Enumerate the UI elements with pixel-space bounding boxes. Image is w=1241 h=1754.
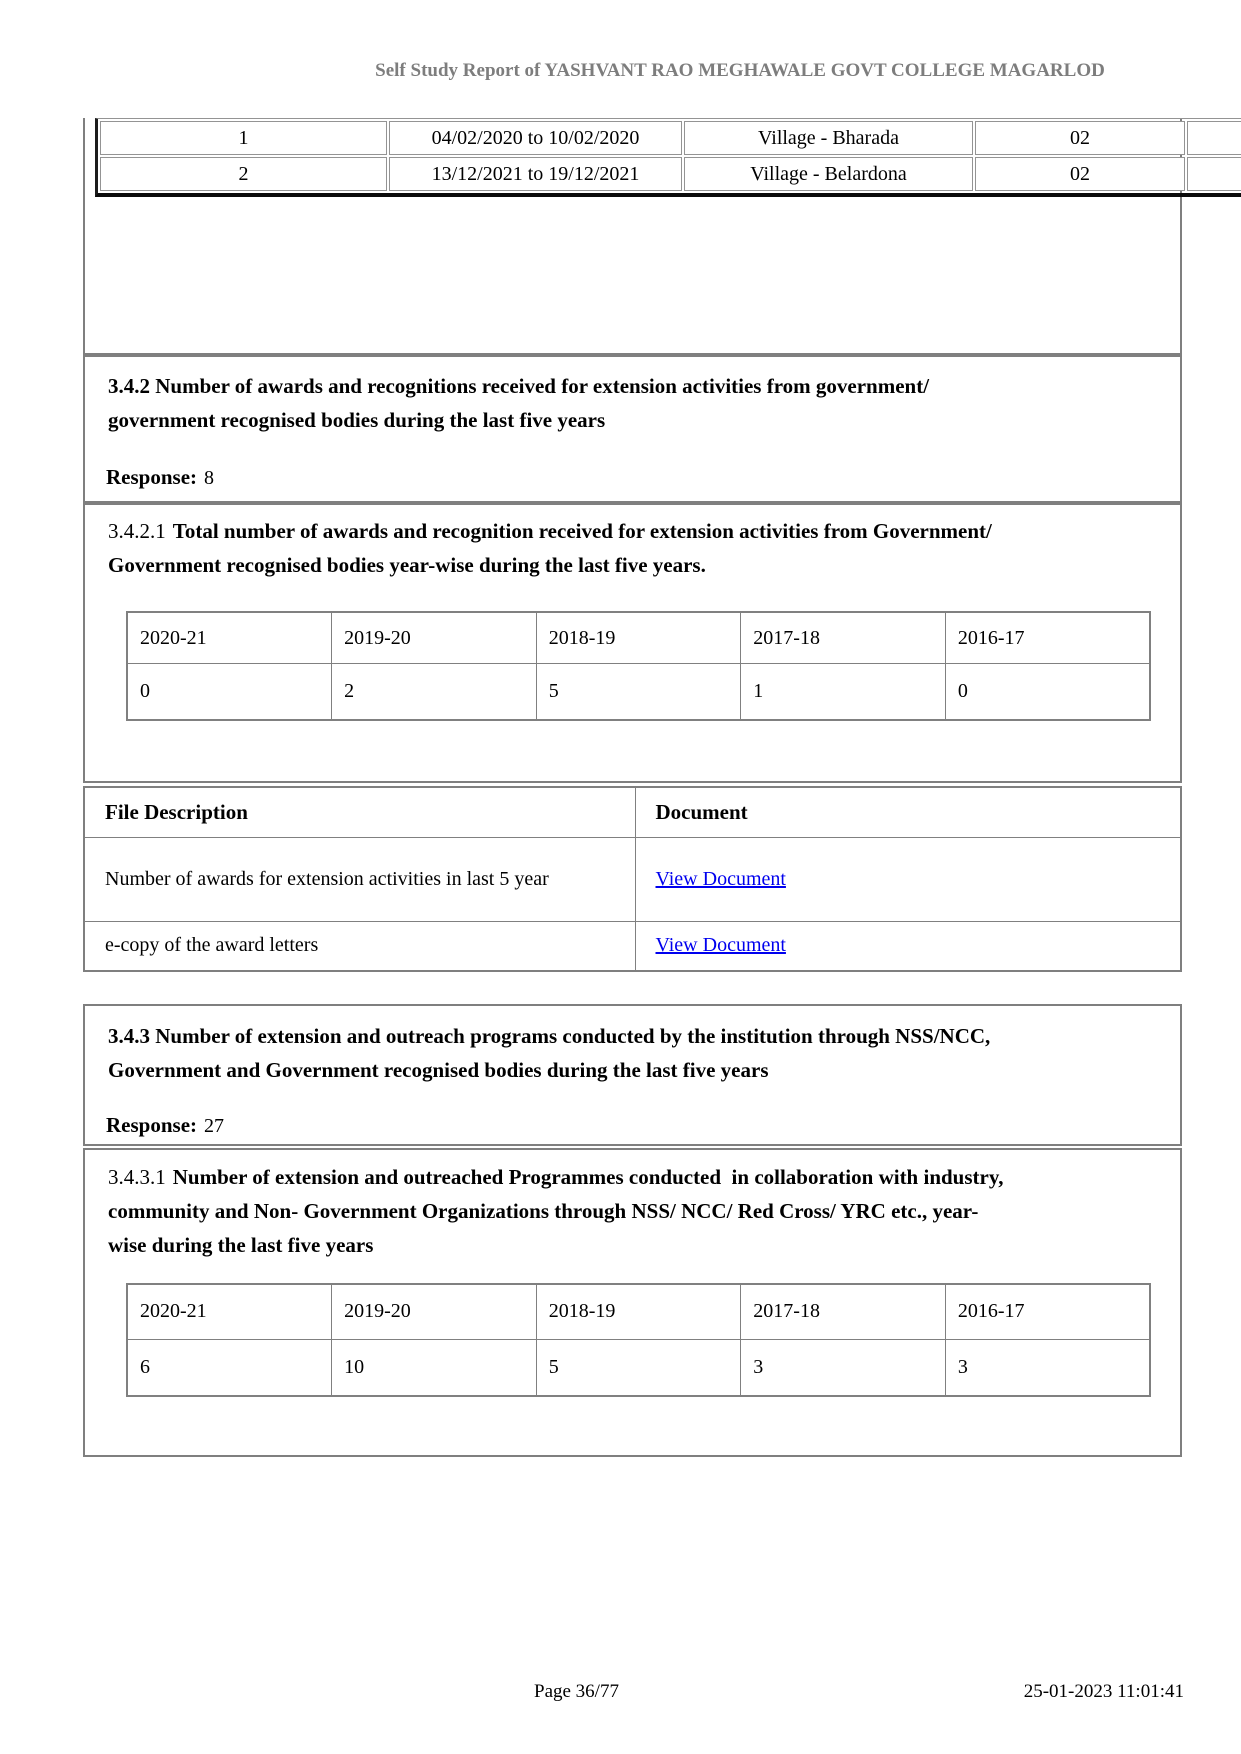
year-value: 6	[127, 1339, 332, 1396]
year-value: 1	[741, 664, 946, 721]
section-3-4-2-heading-line1: 3.4.2 Number of awards and recognitions received for extension activities from government/	[108, 374, 930, 398]
section-3-4-2-heading-line2: government recognised bodies during the last five years	[108, 408, 606, 432]
awards-yearwise-table	[126, 611, 1151, 721]
response-label: Response:	[106, 465, 198, 489]
year-header: 2016-17	[945, 1284, 1150, 1339]
year-value: 2	[332, 664, 537, 721]
footer-timestamp: 25-01-2023 11:01:41	[1023, 1681, 1184, 1702]
section-3-4-3-1-text-line1: 3.4.3.1 Number of extension and outreached Programmes conducted in collaboration with industry,	[108, 1165, 1004, 1189]
section-number: 3.4.3.1	[108, 1165, 166, 1189]
table-row	[84, 787, 1181, 837]
table-row	[127, 612, 1150, 664]
file-description-header: File Description	[84, 787, 635, 837]
table-row	[100, 121, 1241, 155]
outreach-yearwise-table	[126, 1283, 1151, 1397]
cell-clipped	[1187, 157, 1241, 191]
year-value: 0	[945, 664, 1150, 721]
year-header: 2017-18	[741, 1284, 946, 1339]
response-value: 8	[204, 467, 215, 489]
year-header: 2019-20	[332, 612, 537, 664]
year-value: 5	[536, 664, 741, 721]
response-line	[106, 1113, 1160, 1138]
cell-location: Village - Bharada	[684, 121, 973, 155]
table-row	[127, 664, 1150, 721]
file-description-table	[83, 786, 1182, 972]
section-3-4-2-1-text-line1: 3.4.2.1 Total number of awards and recognition received for extension activities from Government/	[108, 519, 992, 543]
section-3-4-3-box	[83, 1004, 1182, 1146]
table-row	[100, 157, 1241, 191]
year-value: 3	[945, 1339, 1150, 1396]
table-row	[84, 921, 1181, 971]
year-value: 10	[332, 1339, 537, 1396]
year-header: 2019-20	[332, 1284, 537, 1339]
file-description-cell: Number of awards for extension activities in last 5 year	[84, 837, 635, 921]
section-3-4-2-box	[83, 355, 1182, 503]
footer-page-number: Page 36/77	[534, 1681, 619, 1702]
document-cell	[635, 837, 1181, 921]
response-line	[106, 465, 1160, 490]
village-activity-table	[95, 118, 1241, 197]
section-3-4-3-1-box	[83, 1148, 1182, 1457]
year-header: 2017-18	[741, 612, 946, 664]
response-value: 27	[204, 1115, 225, 1137]
cell-count: 02	[975, 157, 1185, 191]
section-3-4-2-1-box	[83, 503, 1182, 783]
cell-serial: 1	[100, 121, 387, 155]
year-header: 2018-19	[536, 1284, 741, 1339]
table-row	[84, 837, 1181, 921]
section-3-4-2-1-text-line2: Government recognised bodies year-wise during the last five years.	[108, 553, 706, 577]
response-label: Response:	[106, 1113, 198, 1137]
document-cell	[635, 921, 1181, 971]
year-header: 2018-19	[536, 612, 741, 664]
cell-serial: 2	[100, 157, 387, 191]
section-3-4-3-1-text-line2: community and Non- Government Organizations through NSS/ NCC/ Red Cross/ YRC etc., year-	[108, 1199, 979, 1223]
cell-location: Village - Belardona	[684, 157, 973, 191]
section-3-4-3-heading-line1: 3.4.3 Number of extension and outreach programs conducted by the institution through NSS/NCC,	[108, 1024, 991, 1048]
section-3-4-3-1-text-line3: wise during the last five years	[108, 1233, 374, 1257]
year-value: 3	[741, 1339, 946, 1396]
file-description-cell: e-copy of the award letters	[84, 921, 635, 971]
cell-count: 02	[975, 121, 1185, 155]
cell-duration: 13/12/2021 to 19/12/2021	[389, 157, 682, 191]
cell-duration: 04/02/2020 to 10/02/2020	[389, 121, 682, 155]
year-header: 2020-21	[127, 612, 332, 664]
cell-clipped	[1187, 121, 1241, 155]
section-3-4-3-heading-line2: Government and Government recognised bodies during the last five years	[108, 1058, 769, 1082]
year-header: 2016-17	[945, 612, 1150, 664]
section-number: 3.4.2.1	[108, 519, 166, 543]
document-header: Document	[635, 787, 1181, 837]
report-header-title: Self Study Report of YASHVANT RAO MEGHAWALE GOVT COLLEGE MAGARLOD	[375, 60, 1105, 81]
table-row	[127, 1339, 1150, 1396]
year-value: 5	[536, 1339, 741, 1396]
year-value: 0	[127, 664, 332, 721]
view-document-link[interactable]: View Document	[655, 934, 786, 957]
view-document-link[interactable]: View Document	[655, 867, 786, 890]
table-row	[127, 1284, 1150, 1339]
year-header: 2020-21	[127, 1284, 332, 1339]
